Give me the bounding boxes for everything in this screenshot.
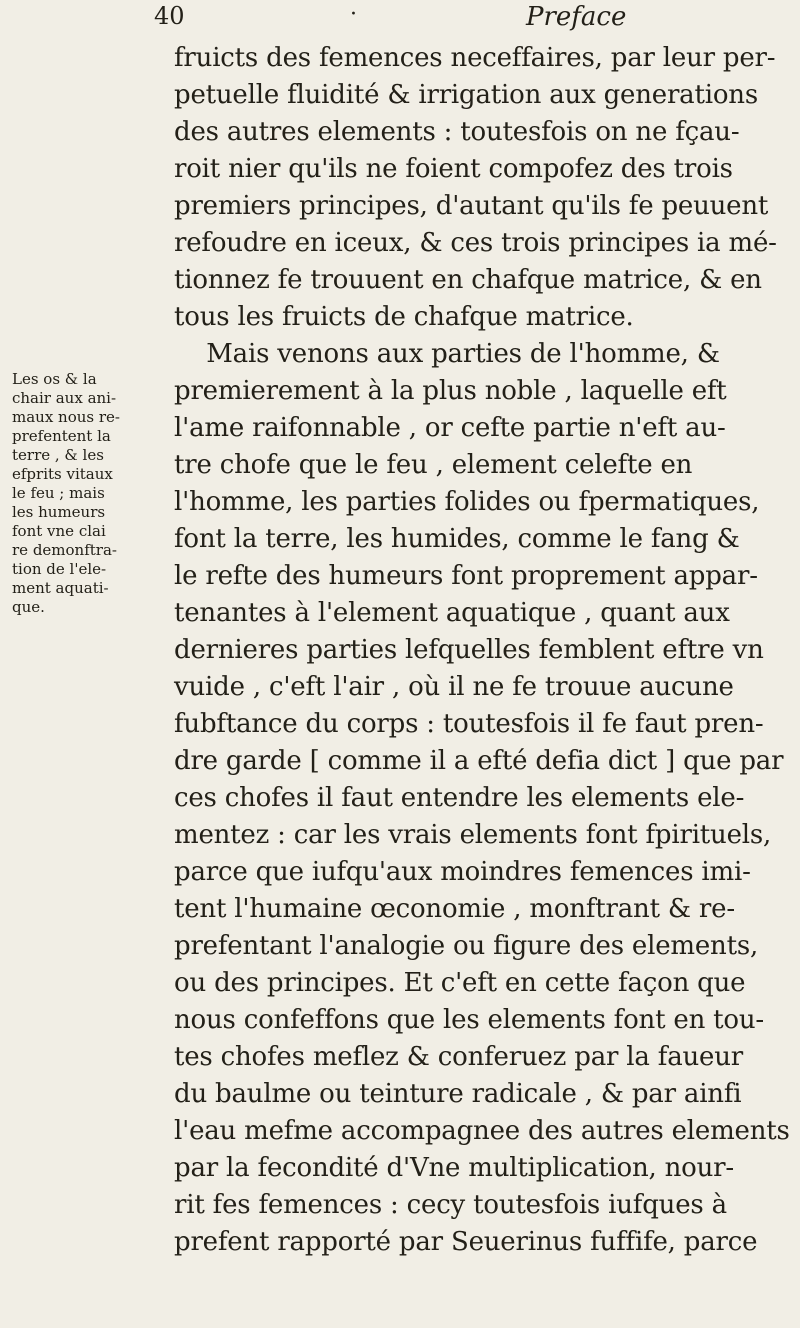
marginal-note-line: le feu ; mais — [12, 484, 105, 502]
text-line: tionnez fe trouuent en chafque matrice, & en — [174, 265, 762, 295]
text-line: par la fecondité d'Vne multiplication, nour- — [174, 1153, 734, 1183]
marginal-note-line: maux nous re- — [12, 408, 120, 426]
text-line: Mais venons aux parties de l'homme, & — [174, 339, 720, 369]
text-line: l'eau mefme accompagnee des autres elements — [174, 1116, 790, 1146]
text-line: premierement à la plus noble , laquelle eft — [174, 376, 727, 406]
text-line: tous les fruicts de chafque matrice. — [174, 302, 634, 332]
text-line: dernieres parties lefquelles femblent eftre vn — [174, 635, 764, 665]
marginal-note-line: les humeurs — [12, 503, 106, 521]
page-number: 40 — [154, 2, 185, 30]
marginal-note-line: tion de l'ele- — [12, 560, 107, 578]
text-line: l'homme, les parties folides ou fpermatiques, — [174, 487, 760, 517]
text-line: le refte des humeurs font proprement appar- — [174, 561, 758, 591]
text-line: nous confeffons que les elements font en tou- — [174, 1005, 765, 1035]
text-line: l'ame raifonnable , or cefte partie n'eft au- — [174, 413, 726, 443]
body-text — [174, 40, 792, 1261]
text-line: rit fes femences : cecy toutesfois iufques à — [174, 1190, 727, 1220]
text-line: vuide , c'eft l'air , où il ne fe trouue aucune — [174, 672, 734, 702]
marginal-note-line: ment aquati- — [12, 579, 109, 597]
text-line: premiers principes, d'autant qu'ils fe peuuent — [174, 191, 769, 221]
text-line: dre garde [ comme il a efté defia dict ] que par — [174, 746, 784, 776]
text-line: tes chofes meflez & conferuez par la faueur — [174, 1042, 743, 1072]
text-line: roit nier qu'ils ne foient compofez des trois — [174, 154, 733, 184]
marginal-note — [12, 370, 172, 617]
marginal-note-line: re demonftra- — [12, 541, 117, 559]
page-header — [150, 2, 750, 38]
marginal-note-line: efprits vitaux — [12, 465, 113, 483]
text-line: du baulme ou teinture radicale , & par ainfi — [174, 1079, 742, 1109]
text-line: des autres elements : toutesfois on ne fçau- — [174, 117, 740, 147]
text-line: tre chofe que le feu , element celefte en — [174, 450, 693, 480]
header-separator: · — [350, 2, 357, 27]
text-line: tent l'humaine œconomie , monftrant & re- — [174, 894, 735, 924]
marginal-note-line: chair aux ani- — [12, 389, 117, 407]
text-line: prefent rapporté par Seuerinus fuffife, parce — [174, 1227, 758, 1257]
text-line: fruicts des femences neceffaires, par leur per- — [174, 43, 776, 73]
marginal-note-line: prefentent la — [12, 427, 111, 445]
text-line: parce que iufqu'aux moindres femences imi- — [174, 857, 751, 887]
text-line: petuelle fluidité & irrigation aux generations — [174, 80, 758, 110]
text-line: mentez : car les vrais elements font fpirituels, — [174, 820, 772, 850]
marginal-note-line: font vne clai — [12, 522, 106, 540]
text-line: prefentant l'analogie ou figure des elements, — [174, 931, 759, 961]
marginal-note-line: que. — [12, 598, 45, 616]
text-line: font la terre, les humides, comme le fang & — [174, 524, 740, 554]
running-head: Preface — [526, 2, 627, 32]
text-line: refoudre en iceux, & ces trois principes ia mé- — [174, 228, 777, 258]
text-line: ces chofes il faut entendre les elements ele- — [174, 783, 745, 813]
text-line: ou des principes. Et c'eft en cette façon que — [174, 968, 746, 998]
text-line: tenantes à l'element aquatique , quant aux — [174, 598, 730, 628]
marginal-note-line: Les os & la — [12, 370, 97, 388]
text-line: fubftance du corps : toutesfois il fe faut pren- — [174, 709, 764, 739]
marginal-note-line: terre , & les — [12, 446, 104, 464]
